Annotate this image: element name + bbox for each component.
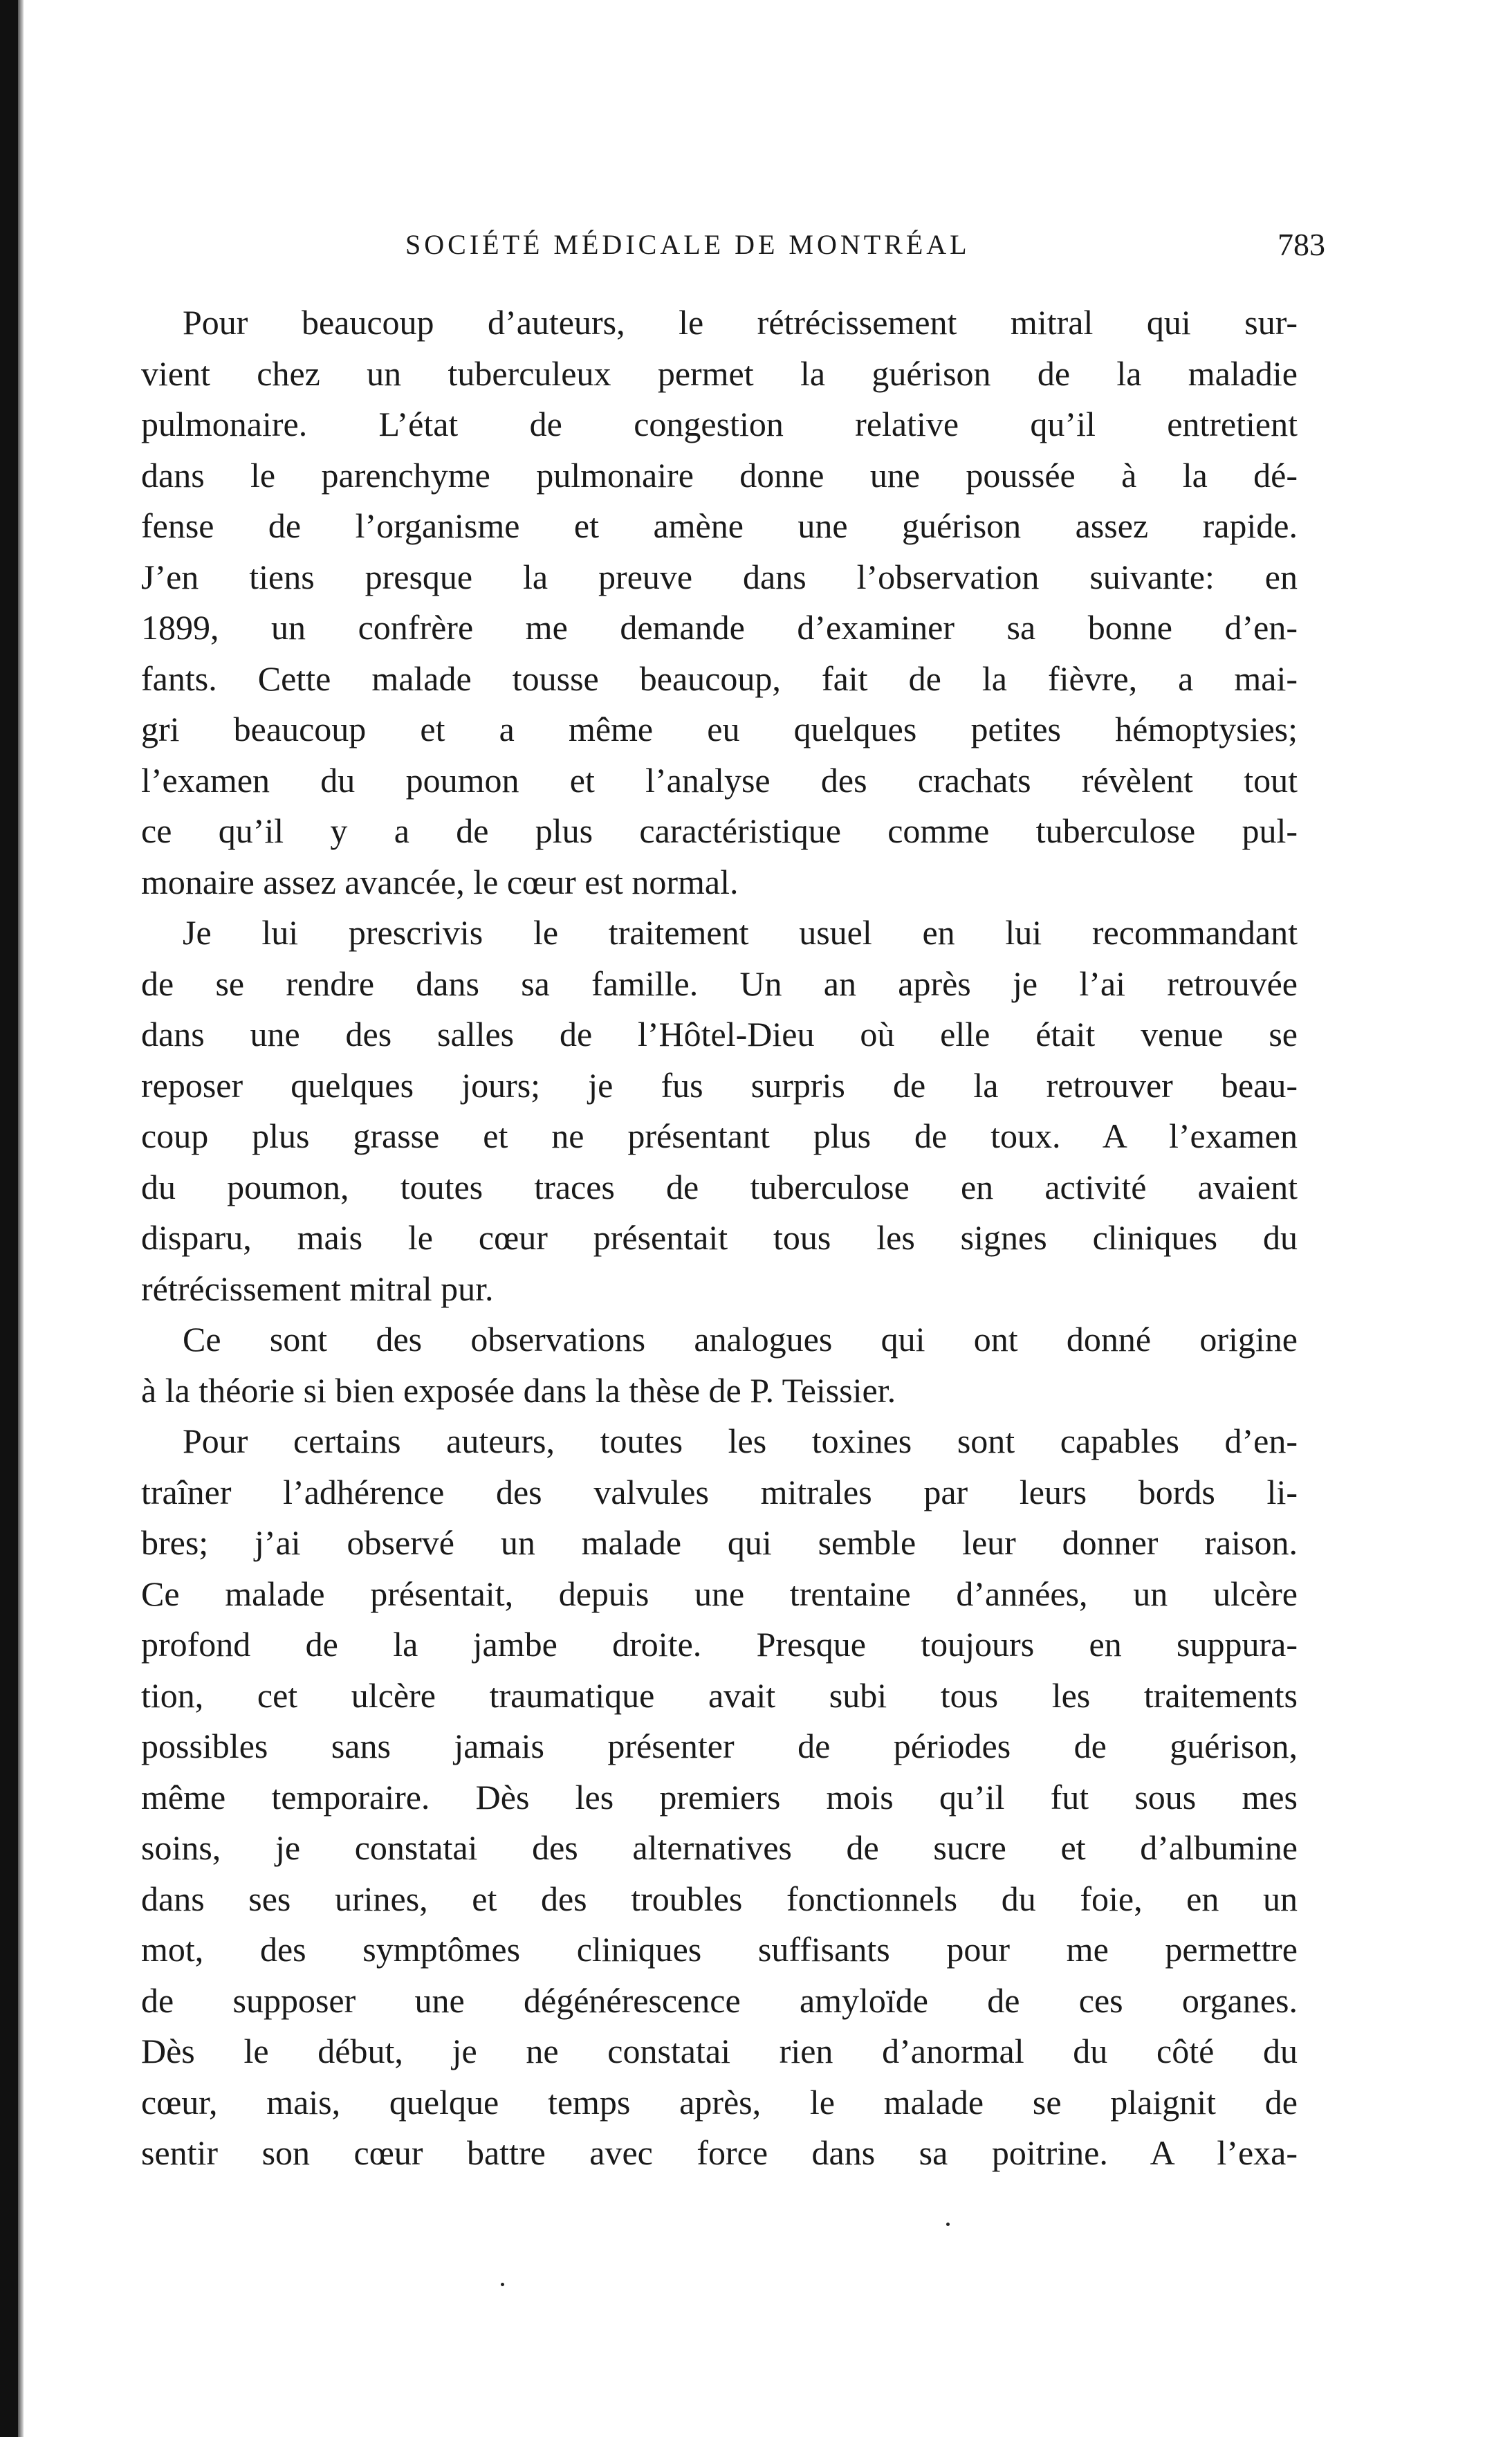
text-line: vient chez un tuberculeux permet la guérison de la maladie [141,353,1298,393]
text-line: cœur, mais, quelque temps après, le malade se plaignit de [141,2082,1298,2122]
text-line: de supposer une dégénérescence amyloïde de ces organes. [141,1980,1298,2020]
text-line: fants. Cette malade tousse beaucoup, fait de la fièvre, a mai- [141,659,1298,698]
text-line: coup plus grasse et ne présentant plus de toux. A l’examen [141,1116,1298,1155]
text-line: tion, cet ulcère traumatique avait subi tous les traitements [141,1675,1298,1715]
text-line: mot, des symptômes cliniques suffisants pour me permettre [141,1930,1298,1969]
running-head [170,224,1325,266]
text-line: disparu, mais le cœur présentait tous les signes cliniques du [141,1218,1298,1257]
body-text [141,297,1298,2179]
text-line: J’en tiens presque la preuve dans l’observation suivante: en [141,557,1298,596]
text-line: bres; j’ai observé un malade qui semble leur donner raison. [141,1523,1298,1562]
text-line: fense de l’organisme et amène une guérison assez rapide. [141,506,1298,545]
text-line: même temporaire. Dès les premiers mois qu’il fut sous mes [141,1777,1298,1817]
ink-speck [501,2283,504,2286]
text-line: Pour beaucoup d’auteurs, le rétrécissement mitral qui sur- [183,303,1298,342]
text-line: à la théorie si bien exposée dans la thèse de P. Teissier. [141,1370,896,1410]
page-number: 783 [1278,227,1325,262]
page-binding-edge [0,0,18,2437]
running-title: SOCIÉTÉ MÉDICALE DE MONTRÉAL [405,229,970,260]
text-line: ce qu’il y a de plus caractéristique comme tuberculose pul- [141,811,1298,850]
text-line: dans le parenchyme pulmonaire donne une poussée à la dé- [141,455,1298,495]
page-binding-shadow [18,0,24,2437]
text-line: de se rendre dans sa famille. Un an après je l’ai retrouvée [141,964,1298,1003]
text-line: du poumon, toutes traces de tuberculose en activité avaient [141,1167,1298,1206]
text-line: reposer quelques jours; je fus surpris de la retrouver beau- [141,1065,1298,1105]
text-line: possibles sans jamais présenter de périodes de guérison, [141,1727,1298,1765]
text-line: Dès le début, je ne constatai rien d’anormal du côté du [141,2032,1298,2070]
text-line: traîner l’adhérence des valvules mitrales par leurs bords li- [141,1472,1298,1511]
text-line: 1899, un confrère me demande d’examiner sa bonne d’en- [141,608,1298,647]
text-line: soins, je constatai des alternatives de sucre et d’albumine [141,1828,1298,1867]
text-line: pulmonaire. L’état de congestion relative qu’il entretient [141,405,1298,443]
text-line: rétrécissement mitral pur. [141,1269,494,1308]
text-line: dans une des salles de l’Hôtel-Dieu où elle était venue se [141,1015,1298,1054]
text-line: Je lui prescrivis le traitement usuel en lui recommandant [183,913,1298,952]
text-line: sentir son cœur battre avec force dans sa poitrine. A l’exa- [141,2133,1298,2172]
text-line: Pour certains auteurs, toutes les toxines sont capables d’en- [183,1422,1298,1460]
text-line: Ce sont des observations analogues qui ont donné origine [183,1320,1298,1359]
text-line: dans ses urines, et des troubles fonctionnels du foie, en un [141,1879,1298,1918]
text-line: Ce malade présentait, depuis une trentaine d’années, un ulcère [141,1574,1298,1613]
text-line: gri beaucoup et a même eu quelques petites hémoptysies; [141,710,1298,748]
text-line: profond de la jambe droite. Presque toujours en suppura- [141,1625,1298,1664]
ink-speck [946,2223,950,2226]
text-line: l’examen du poumon et l’analyse des crachats révèlent tout [141,760,1298,800]
text-line: monaire assez avancée, le cœur est normal. [141,862,739,901]
